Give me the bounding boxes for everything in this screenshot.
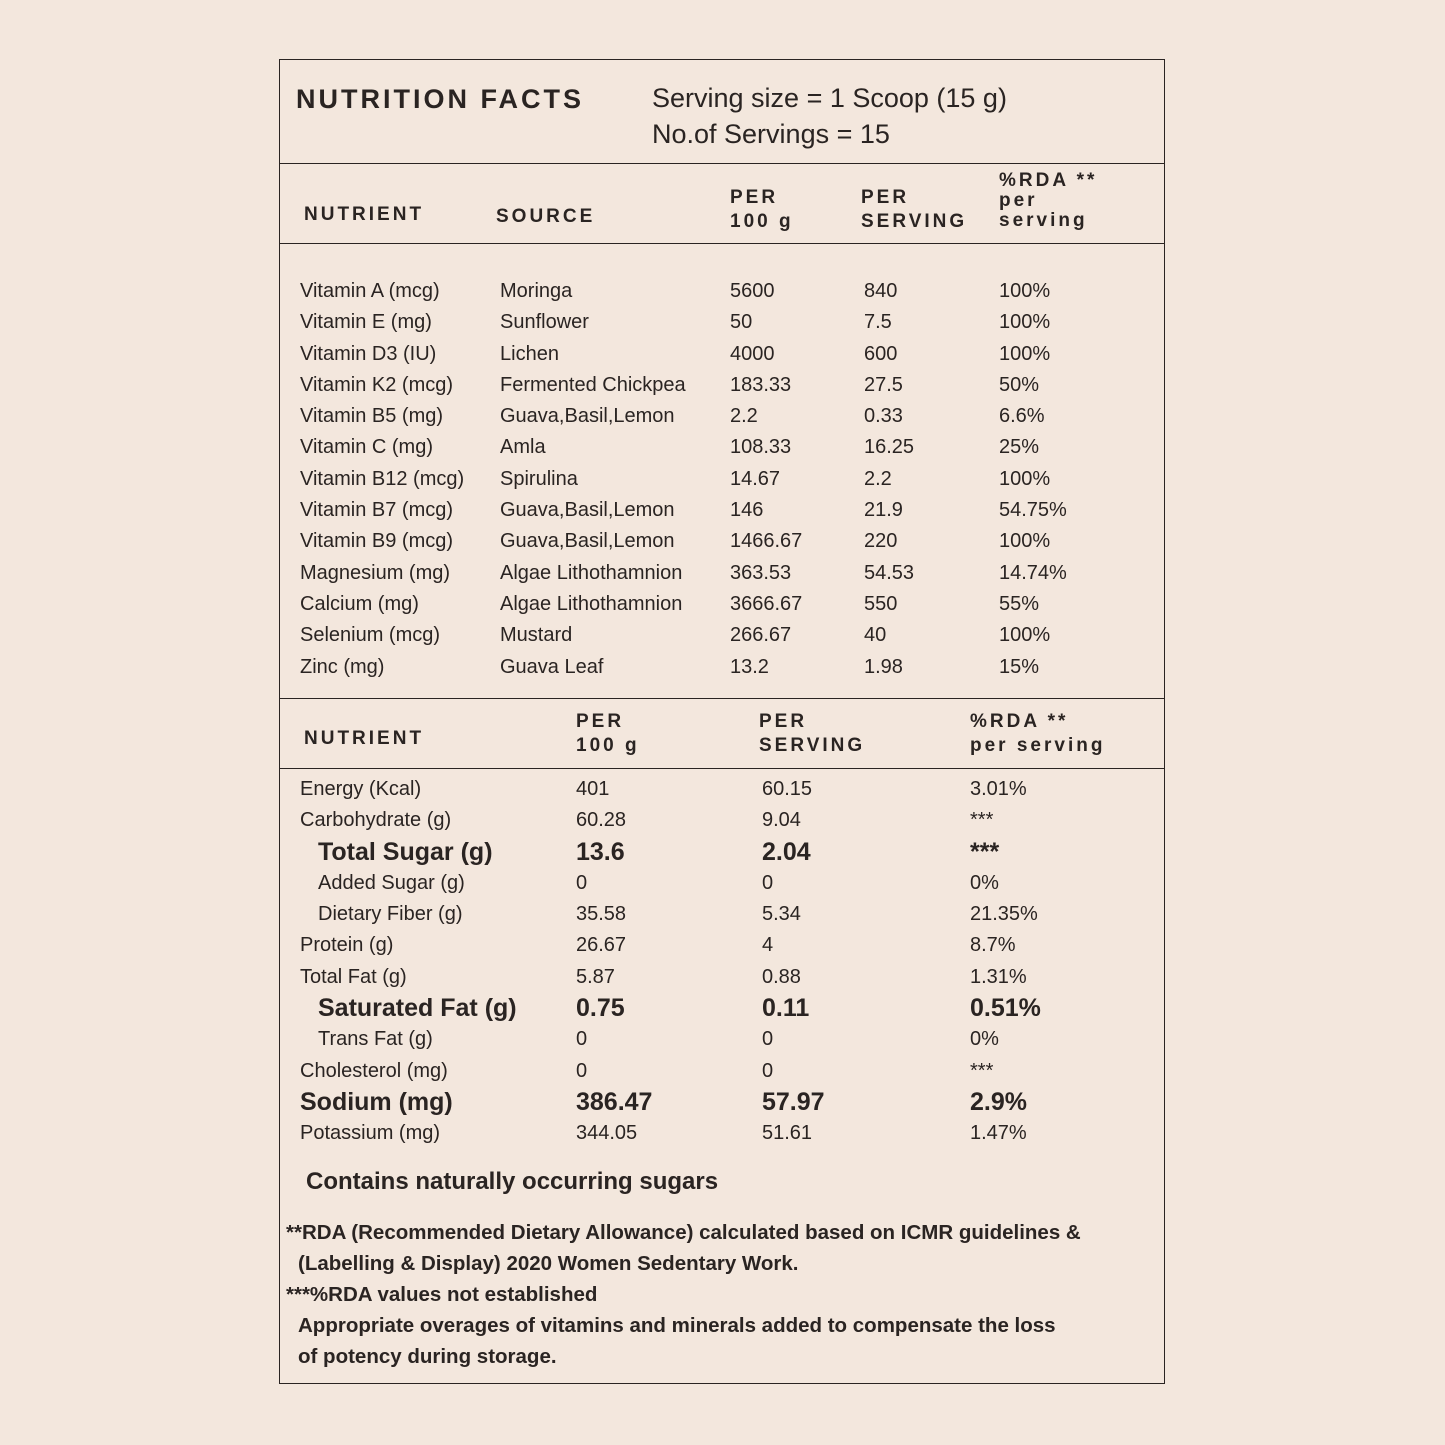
cell-nutrient: Cholesterol (mg) (300, 1059, 448, 1082)
cell-rda: 0% (970, 871, 999, 894)
cell-perserving: 51.61 (762, 1122, 813, 1145)
cell-per100: 0 (576, 871, 588, 894)
cell-source: Mustard (500, 624, 573, 647)
cell-source: Sunflower (500, 311, 589, 334)
cell-rda: 25% (999, 436, 1040, 459)
table-row (280, 930, 1164, 961)
cell-per100: 26.67 (576, 934, 627, 957)
table-row (280, 1024, 1164, 1055)
t2-header-rda (970, 710, 1105, 758)
divider (280, 243, 1164, 244)
table-row (280, 526, 1164, 557)
cell-perserving: 40 (864, 624, 887, 647)
cell-nutrient: Dietary Fiber (g) (318, 903, 463, 926)
cell-rda: 50% (999, 373, 1040, 396)
cell-source: Lichen (500, 342, 559, 365)
cell-rda: 100% (999, 624, 1051, 647)
cell-nutrient: Vitamin B5 (mg) (300, 405, 444, 428)
cell-perserving: 2.04 (762, 837, 811, 866)
cell-rda: 14.74% (999, 561, 1067, 584)
cell-per100: 13.2 (730, 655, 769, 678)
cell-perserving: 550 (864, 592, 898, 615)
vitamins-minerals-table (280, 276, 1164, 683)
table-row (280, 620, 1164, 651)
cell-source: Guava Leaf (500, 655, 604, 678)
cell-rda: 0% (970, 1028, 999, 1051)
table-row (280, 774, 1164, 805)
table-row (280, 868, 1164, 899)
table-row (280, 993, 1164, 1024)
t2-header-per100 (576, 710, 640, 758)
t2-header-perserving (759, 710, 865, 758)
cell-rda: 100% (999, 467, 1051, 490)
table-row (280, 837, 1164, 868)
cell-nutrient: Vitamin B9 (mcg) (300, 530, 454, 553)
cell-rda: *** (970, 1059, 994, 1082)
cell-perserving: 0 (762, 871, 774, 894)
cell-perserving: 27.5 (864, 373, 903, 396)
cell-perserving: 4 (762, 934, 774, 957)
cell-source: Spirulina (500, 467, 578, 490)
cell-rda: 55% (999, 592, 1040, 615)
cell-rda: 54.75% (999, 499, 1067, 522)
cell-per100: 2.2 (730, 405, 758, 428)
cell-per100: 14.67 (730, 467, 781, 490)
cell-perserving: 16.25 (864, 436, 915, 459)
cell-nutrient: Vitamin B12 (mcg) (300, 467, 465, 490)
overages-note-line1: Appropriate overages of vitamins and minerals added to compensate the loss (298, 1314, 1056, 1337)
cell-per100: 5600 (730, 280, 775, 302)
cell-perserving: 0.33 (864, 405, 903, 428)
cell-perserving: 0.88 (762, 965, 801, 988)
cell-rda: 6.6% (999, 405, 1045, 428)
table-row (280, 276, 1164, 307)
rda-note-line1: **RDA (Recommended Dietary Allowance) calculated based on ICMR guidelines & (286, 1221, 1081, 1244)
cell-rda: 15% (999, 655, 1040, 678)
cell-rda: 0.51% (970, 994, 1041, 1023)
t1-header-per100-line1: PER (730, 187, 779, 208)
cell-nutrient: Sodium (mg) (300, 1087, 453, 1116)
cell-nutrient: Vitamin D3 (IU) (300, 342, 437, 365)
cell-rda: 1.31% (970, 965, 1027, 988)
cell-nutrient: Calcium (mg) (300, 592, 419, 615)
t1-header-per100-line2: 100 g (730, 211, 794, 232)
cell-nutrient: Vitamin A (mcg) (300, 280, 440, 302)
cell-nutrient: Carbohydrate (g) (300, 809, 452, 832)
cell-rda: 8.7% (970, 934, 1016, 957)
rda-note-line2: (Labelling & Display) 2020 Women Sedentary Work. (298, 1252, 799, 1275)
cell-rda: 1.47% (970, 1122, 1027, 1145)
rda-not-established-note: ***%RDA values not established (286, 1283, 598, 1306)
cell-nutrient: Vitamin B7 (mcg) (300, 499, 454, 522)
t1-header-rda (999, 171, 1097, 231)
cell-perserving: 0.11 (762, 994, 810, 1023)
cell-rda: 21.35% (970, 903, 1038, 926)
cell-per100: 401 (576, 778, 610, 800)
cell-nutrient: Trans Fat (g) (318, 1028, 433, 1051)
cell-perserving: 600 (864, 342, 898, 365)
cell-source: Amla (500, 436, 546, 459)
t2-header-nutrient: NUTRIENT (304, 728, 425, 749)
cell-per100: 1466.67 (730, 530, 803, 553)
cell-perserving: 0 (762, 1028, 774, 1051)
t1-header-perserving-line2: SERVING (861, 211, 968, 232)
table-row (280, 558, 1164, 589)
t1-header-source: SOURCE (496, 206, 596, 227)
table-row (280, 495, 1164, 526)
cell-per100: 0 (576, 1028, 588, 1051)
t2-header-per100-line2: 100 g (576, 735, 640, 756)
cell-per100: 5.87 (576, 965, 615, 988)
table-row (280, 307, 1164, 338)
cell-rda: 3.01% (970, 778, 1027, 800)
t2-header-rda-line1: %RDA ** (970, 711, 1069, 732)
table-row (280, 962, 1164, 993)
t2-header-perserving-line2: SERVING (759, 735, 866, 756)
table-row (280, 339, 1164, 370)
t1-header-perserving-line1: PER (861, 187, 910, 208)
cell-per100: 363.53 (730, 561, 792, 584)
overages-note-line2: of potency during storage. (298, 1345, 557, 1368)
contains-note: Contains naturally occurring sugars (306, 1168, 719, 1195)
cell-source: Algae Lithothamnion (500, 592, 683, 615)
serving-info (652, 80, 1007, 152)
cell-per100: 0.75 (576, 994, 625, 1023)
cell-per100: 3666.67 (730, 592, 803, 615)
cell-rda: 2.9% (970, 1087, 1027, 1116)
cell-perserving: 54.53 (864, 561, 915, 584)
cell-rda: *** (970, 809, 994, 832)
servings-count: No.of Servings = 15 (652, 119, 890, 149)
cell-nutrient: Magnesium (mg) (300, 561, 451, 584)
serving-size: Serving size = 1 Scoop (15 g) (652, 83, 1007, 113)
cell-nutrient: Selenium (mcg) (300, 624, 441, 647)
cell-per100: 4000 (730, 342, 775, 365)
macronutrients-table (280, 774, 1164, 1150)
table-row (280, 1118, 1164, 1149)
divider (280, 768, 1164, 769)
cell-nutrient: Zinc (mg) (300, 655, 385, 678)
cell-source: Guava,Basil,Lemon (500, 405, 675, 428)
cell-perserving: 840 (864, 280, 898, 302)
t1-header-nutrient: NUTRIENT (304, 204, 425, 225)
cell-nutrient: Total Sugar (g) (318, 837, 493, 866)
cell-perserving: 9.04 (762, 809, 801, 832)
t1-header-per100 (730, 186, 794, 234)
table-row (280, 899, 1164, 930)
t2-header-rda-line2: per serving (970, 735, 1106, 756)
divider (280, 163, 1164, 164)
cell-per100: 266.67 (730, 624, 792, 647)
cell-perserving: 220 (864, 530, 898, 553)
cell-rda: 100% (999, 280, 1051, 302)
cell-source: Guava,Basil,Lemon (500, 530, 675, 553)
cell-nutrient: Energy (Kcal) (300, 778, 422, 800)
footnotes (286, 1217, 1081, 1372)
table-row (280, 1056, 1164, 1087)
cell-rda: *** (970, 837, 1000, 866)
cell-perserving: 7.5 (864, 311, 892, 334)
cell-nutrient: Vitamin C (mg) (300, 436, 433, 459)
cell-per100: 60.28 (576, 809, 627, 832)
divider (280, 698, 1164, 699)
cell-perserving: 60.15 (762, 778, 813, 800)
cell-rda: 100% (999, 342, 1051, 365)
cell-per100: 35.58 (576, 903, 627, 926)
cell-nutrient: Vitamin E (mg) (300, 311, 432, 334)
cell-source: Fermented Chickpea (500, 373, 686, 396)
table-row (280, 401, 1164, 432)
cell-nutrient: Total Fat (g) (300, 965, 407, 988)
table-row (280, 432, 1164, 463)
cell-nutrient: Added Sugar (g) (318, 871, 465, 894)
cell-nutrient: Vitamin K2 (mcg) (300, 373, 454, 396)
cell-per100: 50 (730, 311, 753, 334)
table-row (280, 1087, 1164, 1118)
cell-source: Guava,Basil,Lemon (500, 499, 675, 522)
panel-title: NUTRITION FACTS (296, 84, 584, 114)
table-row (280, 589, 1164, 620)
cell-source: Algae Lithothamnion (500, 561, 683, 584)
cell-source: Moringa (500, 280, 573, 302)
table-row (280, 805, 1164, 836)
cell-perserving: 0 (762, 1059, 774, 1082)
cell-perserving: 21.9 (864, 499, 903, 522)
cell-per100: 108.33 (730, 436, 792, 459)
t1-header-rda-line3: serving (999, 210, 1088, 231)
nutrition-facts-panel (279, 59, 1165, 1384)
cell-perserving: 2.2 (864, 467, 892, 490)
table-row (280, 652, 1164, 683)
cell-per100: 146 (730, 499, 764, 522)
t2-header-per100-line1: PER (576, 711, 625, 732)
cell-per100: 13.6 (576, 837, 625, 866)
cell-nutrient: Protein (g) (300, 934, 394, 957)
t1-header-rda-line1: %RDA ** (999, 170, 1098, 191)
t1-header-perserving (861, 186, 967, 234)
cell-per100: 0 (576, 1059, 588, 1082)
cell-perserving: 5.34 (762, 903, 801, 926)
cell-rda: 100% (999, 311, 1051, 334)
cell-nutrient: Potassium (mg) (300, 1122, 441, 1145)
table-row (280, 464, 1164, 495)
t2-header-perserving-line1: PER (759, 711, 808, 732)
t1-header-rda-line2: per (999, 190, 1038, 211)
cell-perserving: 1.98 (864, 655, 903, 678)
cell-per100: 344.05 (576, 1122, 638, 1145)
cell-per100: 386.47 (576, 1087, 653, 1116)
cell-nutrient: Saturated Fat (g) (318, 994, 517, 1023)
cell-perserving: 57.97 (762, 1087, 825, 1116)
cell-rda: 100% (999, 530, 1051, 553)
cell-per100: 183.33 (730, 373, 792, 396)
table-row (280, 370, 1164, 401)
